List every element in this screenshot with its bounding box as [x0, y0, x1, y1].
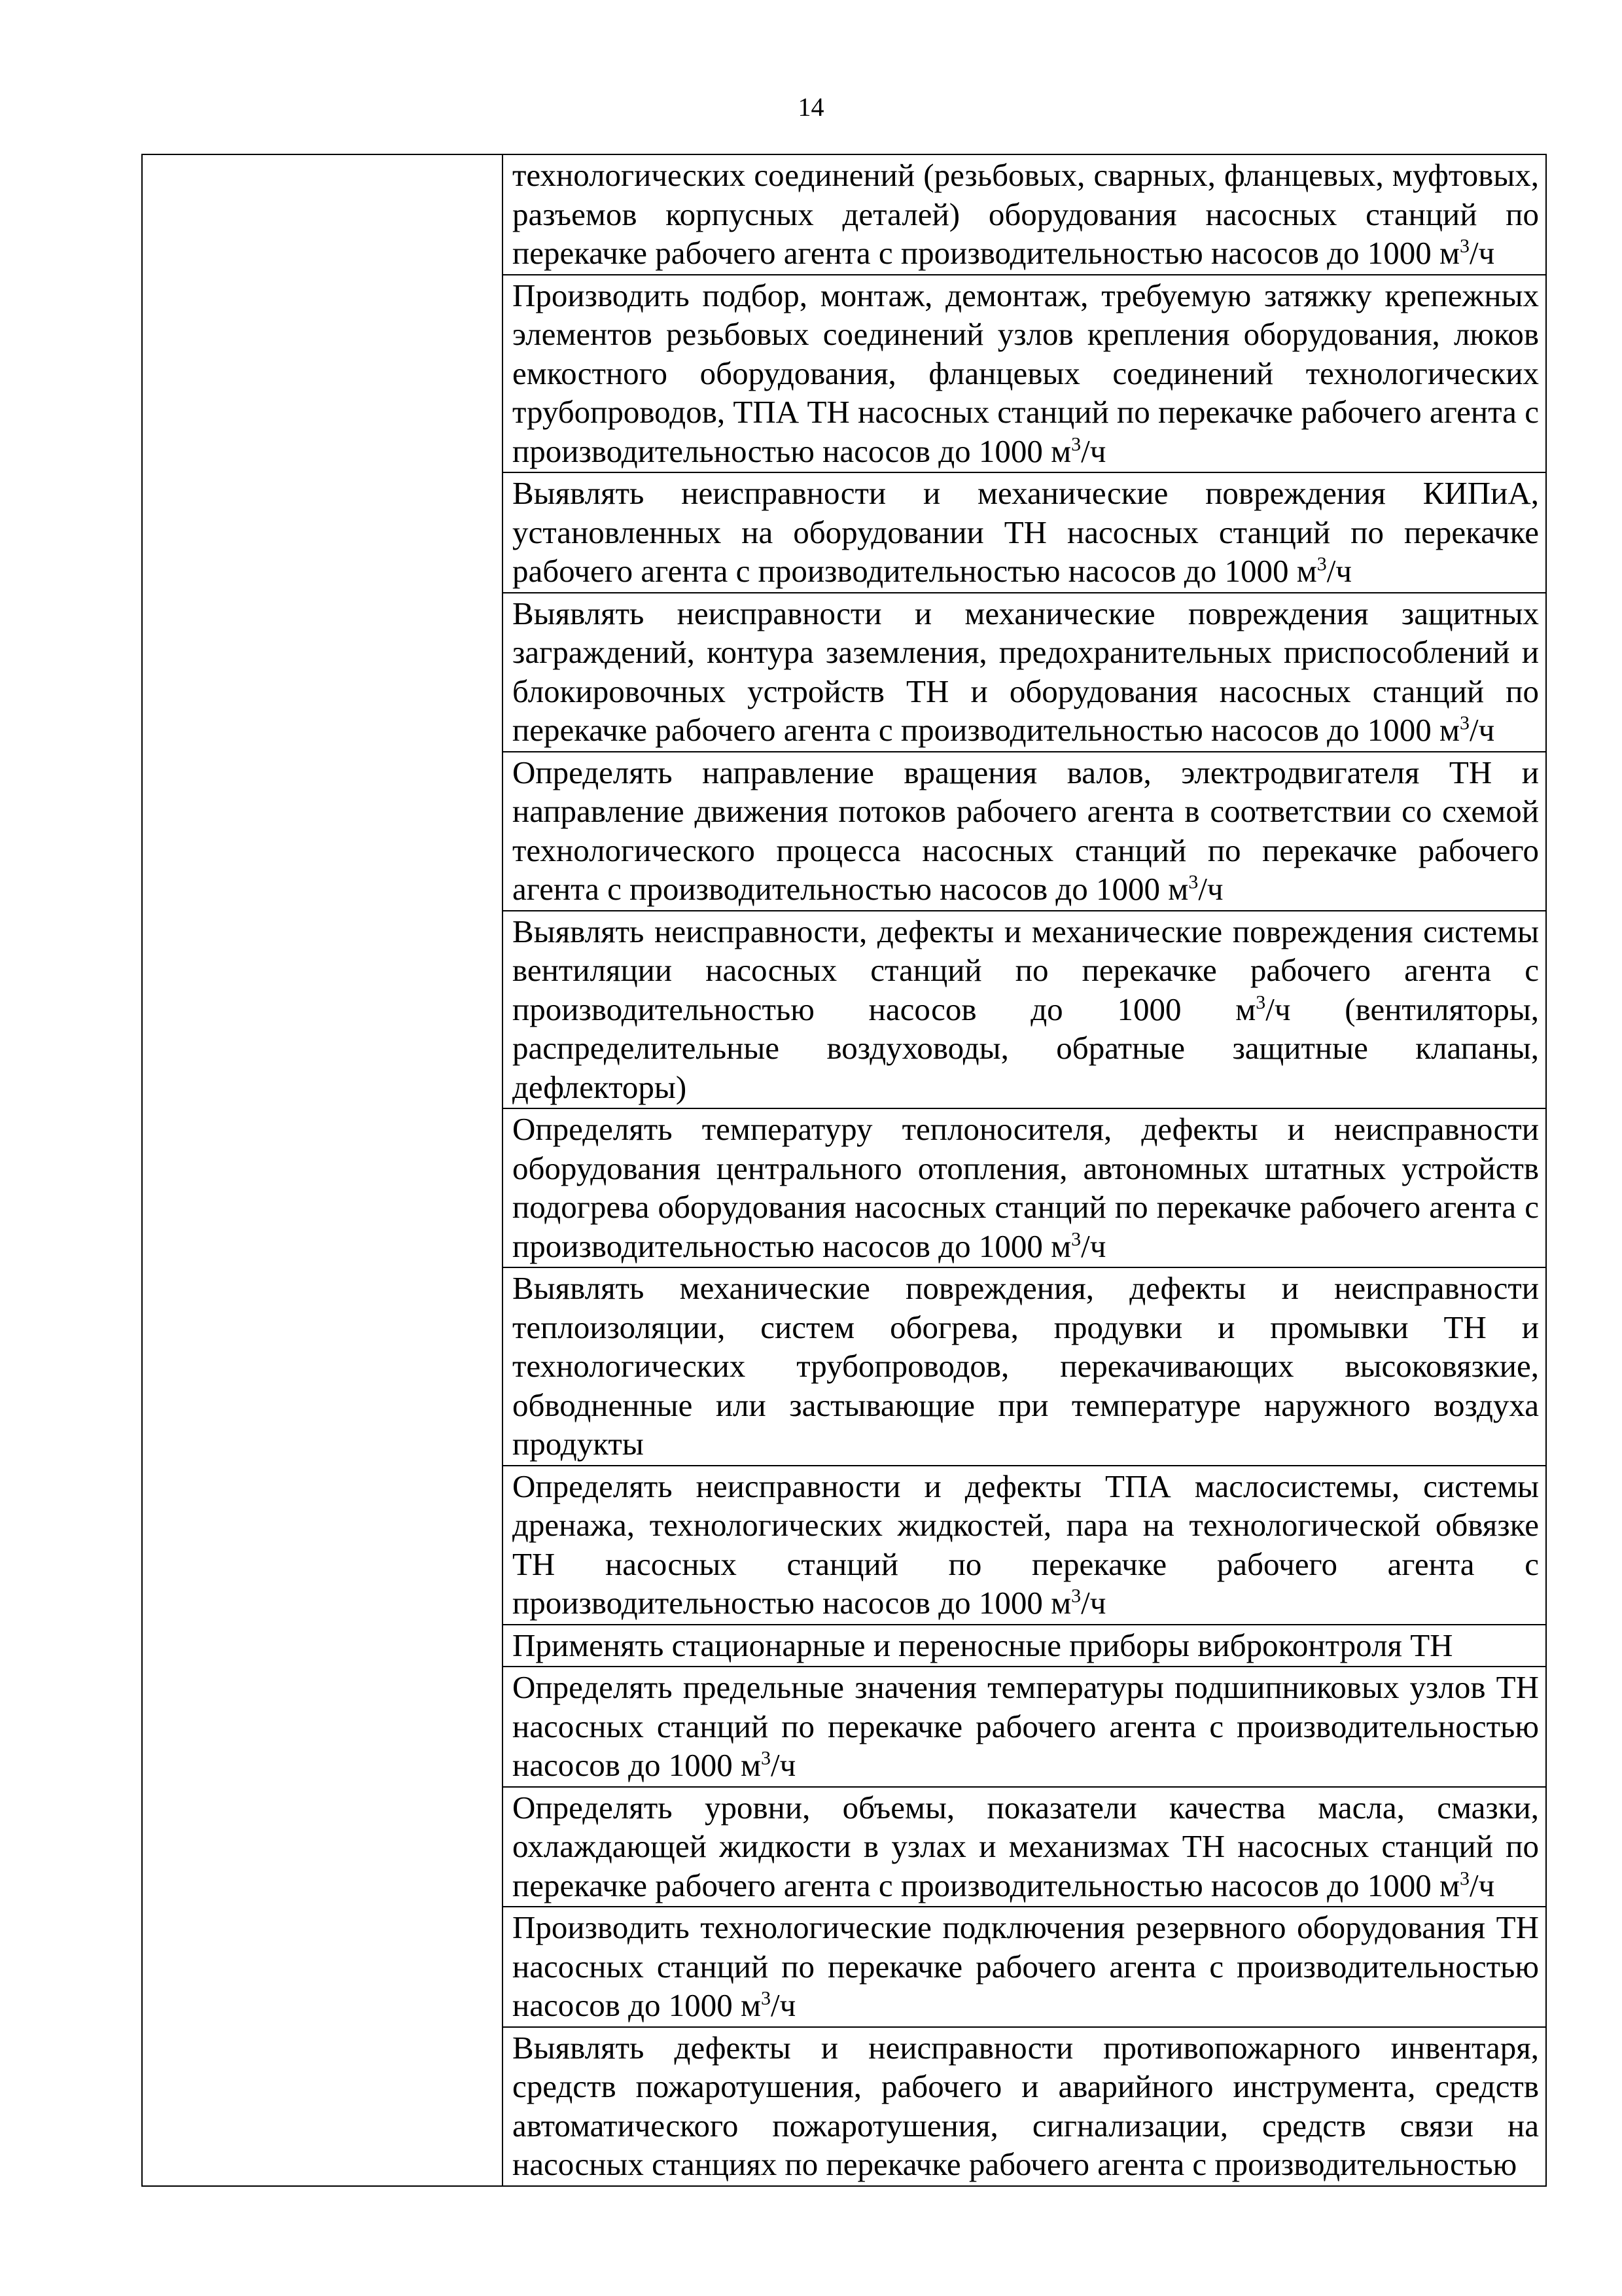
table-cell: технологических соединений (резьбовых, сварных, фланцевых, муфтовых, разъемов корпусных деталей) оборудования насосных станций по перекачке рабочего агента с производительностью насосов до 1000 $м^3/ч$ [502, 154, 1546, 275]
skills-table [141, 154, 1547, 2187]
table-cell: Определять направление вращения валов, электродвигателя ТН и направление движения потоков рабочего агента в соответствии со схемой технологического процесса насосных станций по перекачке рабочего агента с производительностью насосов до 1000 $м^3/ч$ [502, 752, 1546, 911]
table-cell: Выявлять неисправности и механические повреждения защитных заграждений, контура заземления, предохранительных приспособлений и блокировочных устройств ТН и оборудования насосных станций по перекачке рабочего агента с производительностью насосов до 1000 $м^3/ч$ [502, 593, 1546, 752]
table-cell: Выявлять неисправности и механические повреждения КИПиА, установленных на оборудовании ТН насосных станций по перекачке рабочего агента с производительностью насосов до 1000 $м^3/ч$ [502, 472, 1546, 593]
table-cell: Применять стационарные и переносные приборы виброконтроля ТН [502, 1625, 1546, 1667]
table-row [142, 154, 1546, 275]
table-cell: Определять неисправности и дефекты ТПА маслосистемы, системы дренажа, технологических жидкостей, пара на технологической обвязке ТН насосных станций по перекачке рабочего агента с производительностью насосов до 1000 $м^3/ч$ [502, 1466, 1546, 1625]
table-cell: Определять уровни, объемы, показатели качества масла, смазки, охлаждающей жидкости в узлах и механизмах ТН насосных станций по перекачке рабочего агента с производительностью насосов до 1000 $м^3/ч$ [502, 1787, 1546, 1907]
table-cell: Выявлять дефекты и неисправности противопожарного инвентаря, средств пожаротушения, рабочего и аварийного инструмента, средств автоматического пожаротушения, сигнализации, средств связи на насосных станциях по перекачке рабочего агента с производительностью [502, 2027, 1546, 2186]
page-number: 14 [798, 92, 824, 122]
table-cell: Определять температуру теплоносителя, дефекты и неисправности оборудования центрального отопления, автономных штатных устройств подогрева оборудования насосных станций по перекачке рабочего агента с производительностью насосов до 1000 $м^3/ч$ [502, 1108, 1546, 1267]
table-cell: Определять предельные значения температуры подшипниковых узлов ТН насосных станций по перекачке рабочего агента с производительностью насосов до 1000 $м^3/ч$ [502, 1667, 1546, 1787]
table-cell: Выявлять механические повреждения, дефекты и неисправности теплоизоляции, систем обогрева, продувки и промывки ТН и технологических трубопроводов, перекачивающих высоковязкие, обводненные или застывающие при температуре наружного воздуха продукты [502, 1267, 1546, 1466]
table-cell: Производить технологические подключения резервного оборудования ТН насосных станций по перекачке рабочего агента с производительностью насосов до 1000 $м^3/ч$ [502, 1907, 1546, 2027]
table-left-cell [142, 154, 502, 2186]
table-cell: Производить подбор, монтаж, демонтаж, требуемую затяжку крепежных элементов резьбовых соединений узлов крепления оборудования, люков емкостного оборудования, фланцевых соединений технологических трубопроводов, ТПА ТН насосных станций по перекачке рабочего агента с производительностью насосов до 1000 $м^3/ч$ [502, 275, 1546, 473]
table-cell: Выявлять неисправности, дефекты и механические повреждения системы вентиляции насосных станций по перекачке рабочего агента с производительностью насосов до 1000 $м^3/ч$ (вентиляторы, распределительные воздуховоды, обратные защитные клапаны, дефлекторы) [502, 911, 1546, 1109]
